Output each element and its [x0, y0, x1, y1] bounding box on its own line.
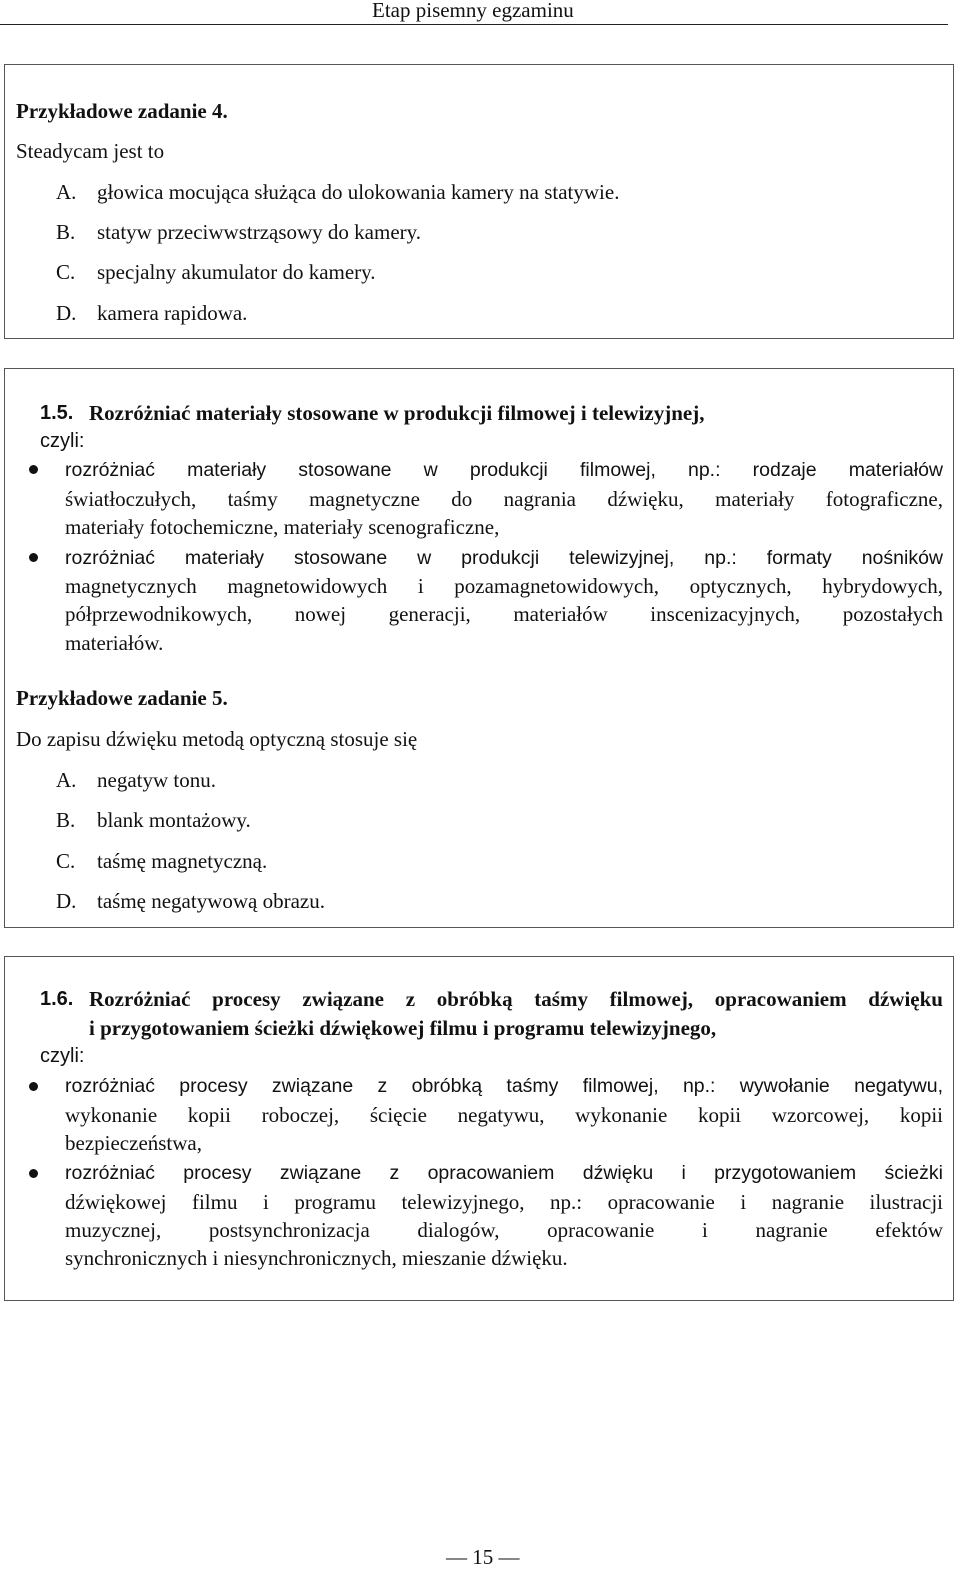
section15-bullet1-line1: rozróżniać materiały stosowane w produkcji filmowej, np.: rodzaje materiałów [65, 459, 943, 481]
task4-option-c-text: specjalny akumulator do kamery. [97, 260, 376, 284]
task5-option-a-letter: A. [56, 768, 77, 792]
section16-title-line1: Rozróżniać procesy związane z obróbką taśmy filmowej, opracowaniem dźwięku [89, 987, 943, 1011]
section15-bullet1-line3: materiały fotochemiczne, materiały scenograficzne, [65, 515, 500, 539]
section16-bullet2-line3: muzycznej, postsynchronizacja dialogów, opracowanie i nagranie efektów [65, 1218, 943, 1242]
task4-option-c-letter: C. [56, 260, 76, 284]
task4-option-b-letter: B. [56, 220, 76, 244]
section16-title-line2: i przygotowaniem ścieżki dźwiękowej filmu i programu telewizyjnego, [89, 1016, 717, 1040]
page-header [0, 0, 948, 25]
bullet-icon [29, 1169, 38, 1178]
header-title: Etap pisemny egzaminu [372, 0, 574, 22]
task4-option-a-text: głowica mocująca służąca do ulokowania kamery na statywie. [97, 180, 620, 204]
section15-title: Rozróżniać materiały stosowane w produkcji filmowej i telewizyjnej, [89, 401, 705, 425]
page-number: — 15 — [446, 1545, 520, 1569]
section16-bullet1-line1: rozróżniać procesy związane z obróbką taśmy filmowej, np.: wywołanie negatywu, [65, 1075, 943, 1097]
section16-number: 1.6. [40, 988, 74, 1010]
section15-bullet2-line4: materiałów. [65, 631, 164, 655]
bullet-icon [29, 1082, 38, 1091]
section15-bullet1-line2: światłoczułych, taśmy magnetyczne do nagrania dźwięku, materiały fotograficzne, [65, 487, 943, 511]
section16-bullet1-line3: bezpieczeństwa, [65, 1131, 203, 1155]
section16-czyli: czyli: [40, 1045, 85, 1067]
task4-option-d-letter: D. [56, 301, 77, 325]
bullet-icon [29, 553, 38, 562]
section16-bullet2-line4: synchronicznych i niesynchronicznych, mieszanie dźwięku. [65, 1246, 568, 1270]
task5-title: Przykładowe zadanie 5. [16, 686, 228, 710]
task5-option-a-text: negatyw tonu. [97, 768, 216, 792]
task5-option-c-text: taśmę magnetyczną. [97, 849, 268, 873]
section15-bullet2-line2: magnetycznych magnetowidowych i pozamagnetowidowych, optycznych, hybrydowych, [65, 574, 943, 598]
section15-bullet2-line1: rozróżniać materiały stosowane w produkcji telewizyjnej, np.: formaty nośników [65, 547, 943, 569]
task5-option-b-letter: B. [56, 808, 76, 832]
task5-option-c-letter: C. [56, 849, 76, 873]
section16-bullet2-line2: dźwiękowej filmu i programu telewizyjnego, np.: opracowanie i nagranie ilustracji [65, 1190, 943, 1214]
section16-bullet1-line2: wykonanie kopii roboczej, ścięcie negatywu, wykonanie kopii wzorcowej, kopii [65, 1103, 943, 1127]
section15-bullet2-line3: półprzewodnikowych, nowej generacji, materiałów inscenizacyjnych, pozostałych [65, 602, 943, 626]
task5-option-d-text: taśmę negatywową obrazu. [97, 889, 325, 913]
task4-option-b-text: statyw przeciwwstrząsowy do kamery. [97, 220, 422, 244]
task5-option-d-letter: D. [56, 889, 77, 913]
bullet-icon [29, 465, 38, 474]
task5-option-b-text: blank montażowy. [97, 808, 251, 832]
section16-bullet2-line1: rozróżniać procesy związane z opracowaniem dźwięku i przygotowaniem ścieżki [65, 1162, 943, 1184]
section15-czyli: czyli: [40, 430, 85, 452]
task5-question: Do zapisu dźwięku metodą optyczną stosuje się [16, 727, 418, 751]
task4-title: Przykładowe zadanie 4. [16, 99, 228, 123]
task4-question: Steadycam jest to [16, 139, 165, 163]
task4-option-a-letter: A. [56, 180, 77, 204]
task4-option-d-text: kamera rapidowa. [97, 301, 248, 325]
section15-number: 1.5. [40, 402, 74, 424]
